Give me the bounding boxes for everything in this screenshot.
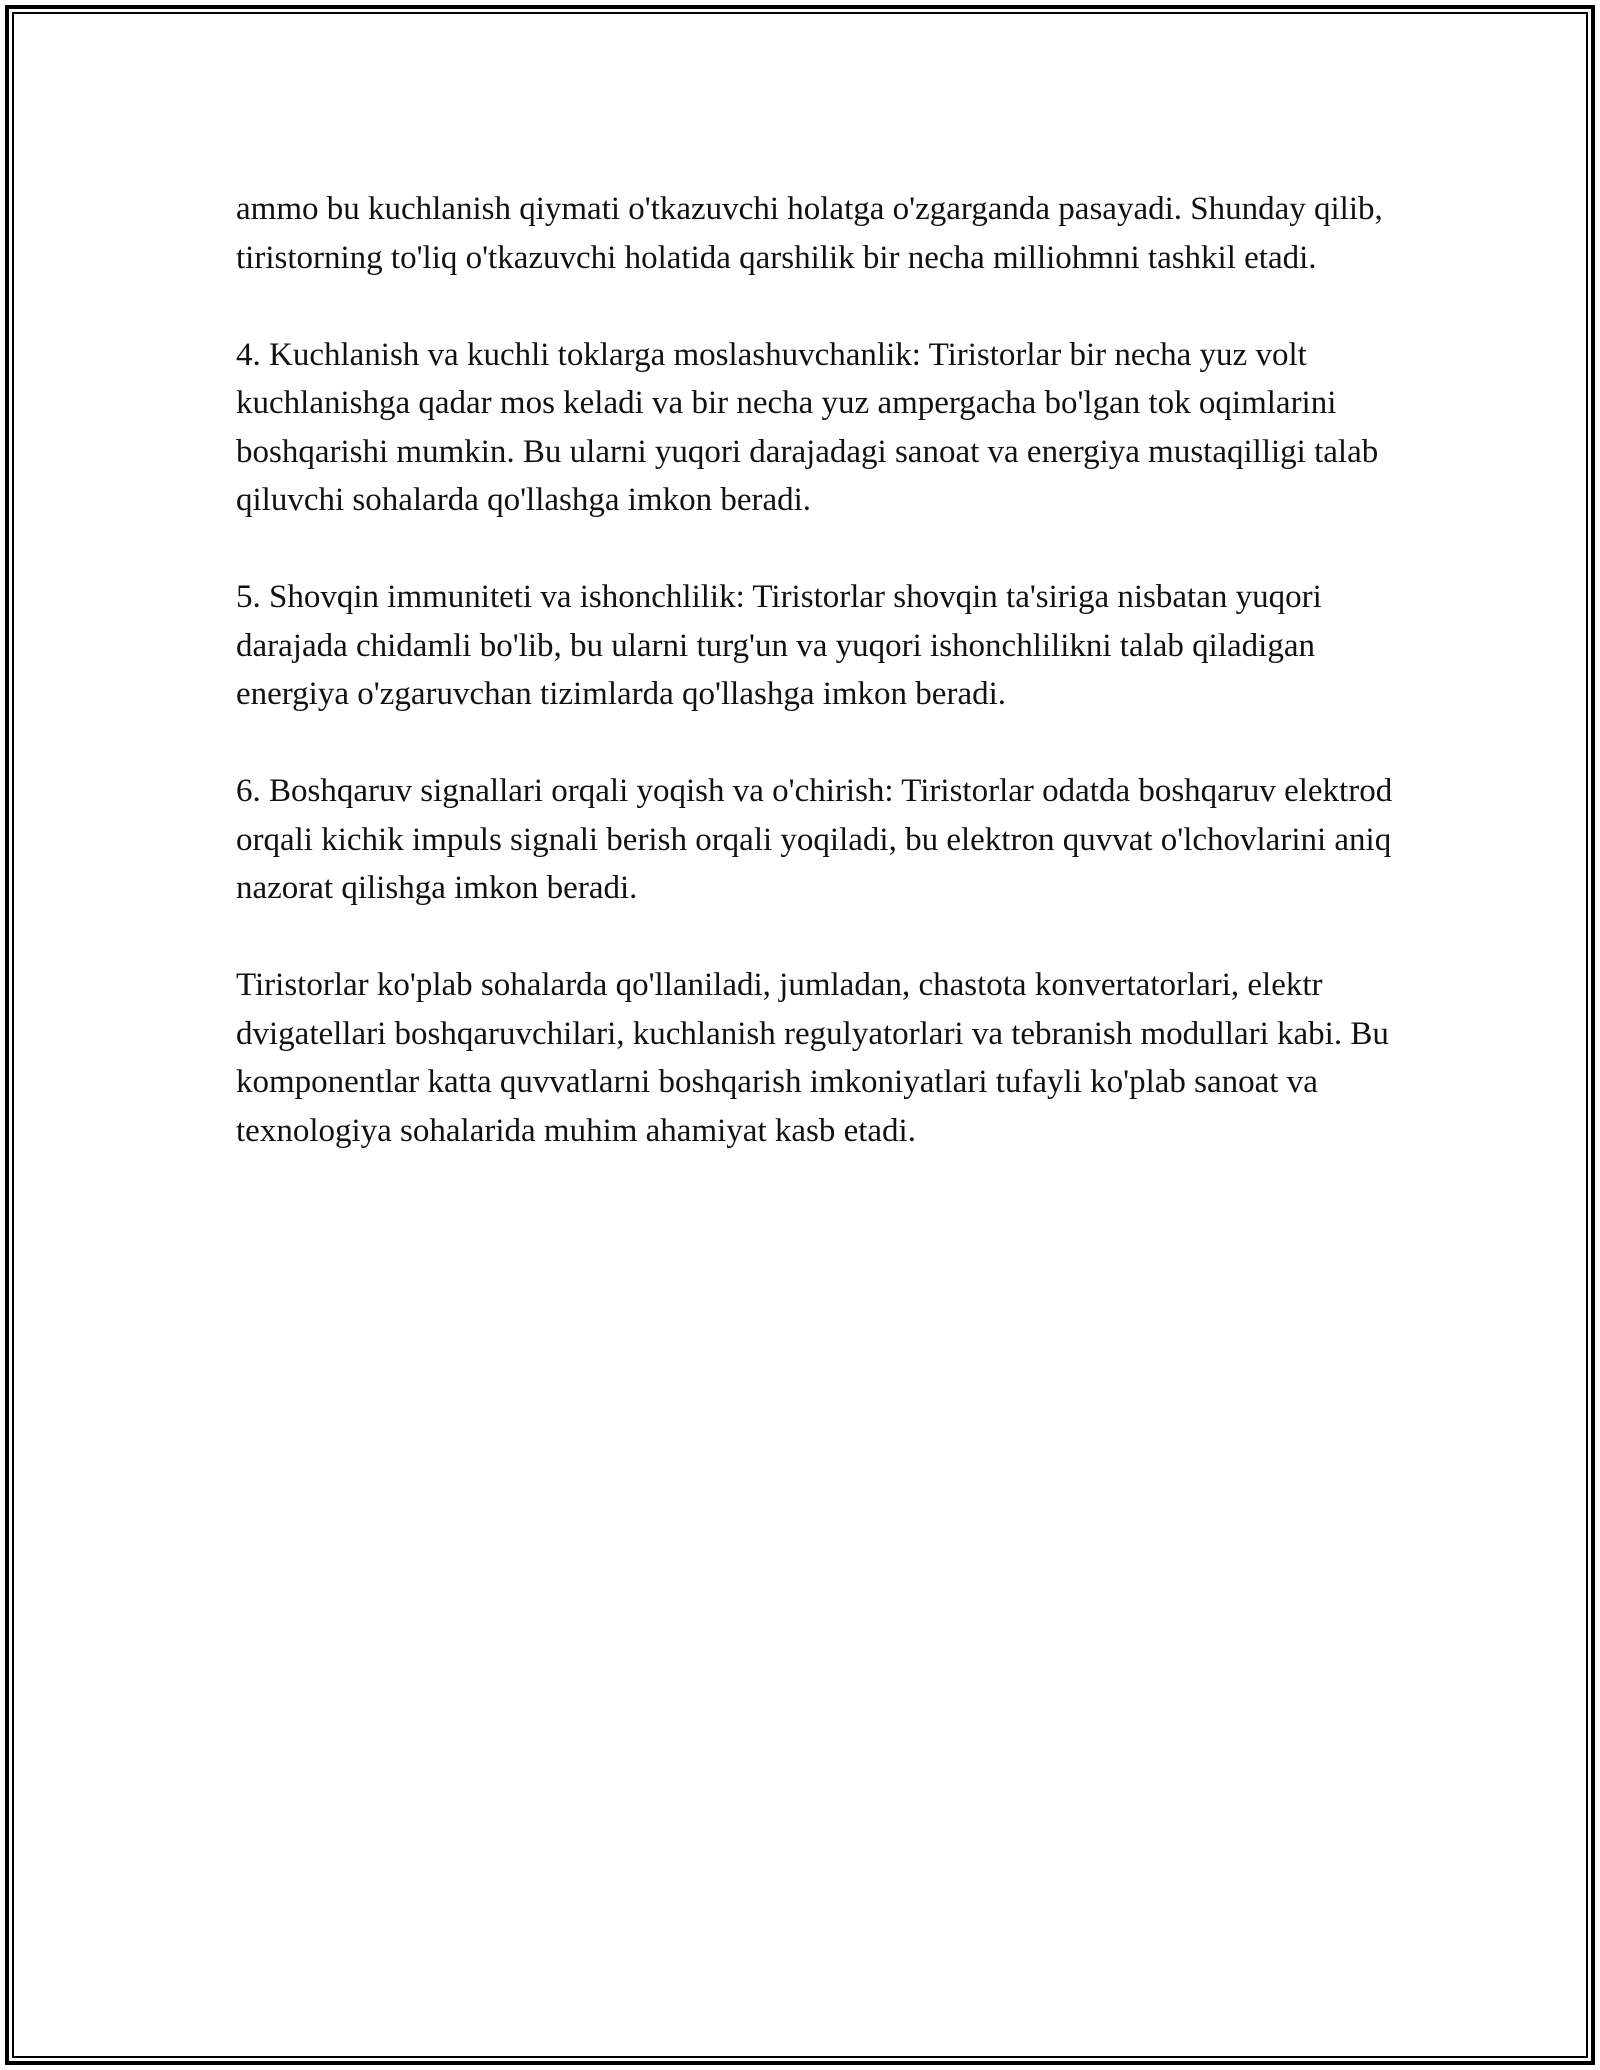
paragraph-item-6: 6. Boshqaruv signallari orqali yoqish va o'chirish: Tiristorlar odatda boshqaruv elektrod orqali kichik impuls signali berish orqali yoqiladi, bu elektron quvvat o'lchovlarini aniq nazorat qilishga imkon beradi.: [236, 773, 1393, 906]
paragraph-conclusion: Tiristorlar ko'plab sohalarda qo'llaniladi, jumladan, chastota konvertatorlari, elektr dvigatellari boshqaruvchilari, kuchlanish regulyatorlari va tebranish modullari kabi. Bu komponentlar katta quvvatlarni boshqarish imkoniyatlari tufayli ko'plab sanoat va texnologiya sohalarida muhim ahamiyat kasb etadi.: [236, 967, 1389, 1149]
paragraph-item-5: 5. Shovqin immuniteti va ishonchlilik: Tiristorlar shovqin ta'siriga nisbatan yuqori darajada chidamli bo'lib, bu ularni turg'un va yuqori ishonchlilikni talab qiladigan energiya o'zgaruvchan tizimlarda qo'llashga imkon beradi.: [236, 579, 1322, 712]
paragraph-item-4: 4. Kuchlanish va kuchli toklarga moslashuvchanlik: Tiristorlar bir necha yuz volt kuchlanishga qadar mos keladi va bir necha yuz ampergacha bo'lgan tok oqimlarini boshqarishi mumkin. Bu ularni yuqori darajadagi sanoat va energiya mustaqilligi talab qiluvchi sohalarda qo'llashga imkon beradi.: [236, 336, 1379, 518]
paragraph-continuation: ammo bu kuchlanish qiymati o'tkazuvchi holatga o'zgarganda pasayadi. Shunday qilib, tiristorning to'liq o'tkazuvchi holatida qarshilik bir necha milliohmni tashkil etadi.: [236, 191, 1383, 276]
document-body: [236, 185, 1396, 1204]
